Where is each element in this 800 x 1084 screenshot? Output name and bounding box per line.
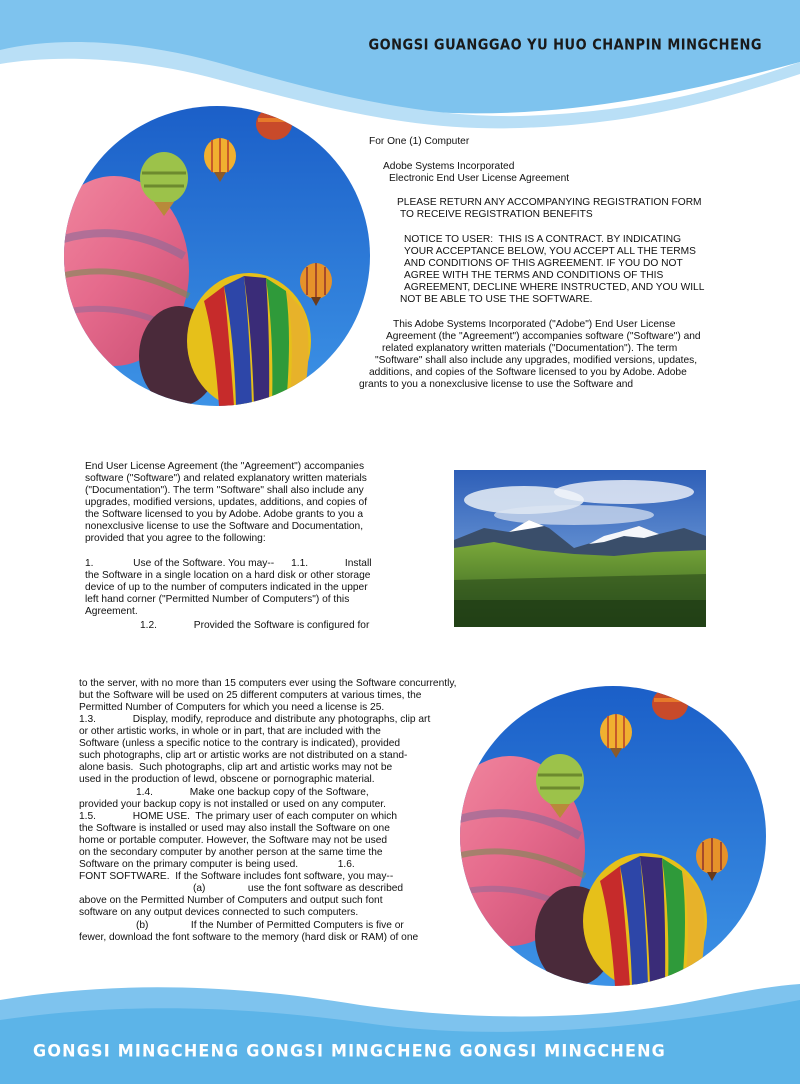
section3-line-15: Software on the primary computer is being used. 1.6. bbox=[79, 859, 355, 870]
section2-line-7: 1. Use of the Software. You may-- 1.1. Install bbox=[85, 558, 372, 569]
section3-line-2: Permitted Number of Computers for which you need a license is 25. bbox=[79, 702, 385, 713]
section3-line-10: provided your backup copy is not installed or used on any computer. bbox=[79, 799, 386, 810]
section1-line-3: PLEASE RETURN ANY ACCOMPANYING REGISTRATION FORM bbox=[397, 197, 702, 208]
section1-line-14: "Software" shall also include any upgrades, modified versions, updates, bbox=[375, 355, 698, 366]
section1-line-15: additions, and copies of the Software licensed to you by Adobe. Adobe bbox=[369, 367, 687, 378]
section2-line-11: Agreement. bbox=[85, 606, 138, 617]
section3-line-18: above on the Permitted Number of Computers and output such font bbox=[79, 895, 383, 906]
section1-line-4: TO RECEIVE REGISTRATION BENEFITS bbox=[400, 209, 593, 220]
section3-line-16: FONT SOFTWARE. If the Software includes font software, you may-- bbox=[79, 871, 394, 882]
mountain-landscape-photo bbox=[454, 470, 706, 627]
section3-line-19: software on any output devices connected to such computers. bbox=[79, 907, 359, 918]
section3-line-5: Software (unless a specific notice to the contrary is indicated), provided bbox=[79, 738, 401, 749]
section1-line-9: AGREEMENT, DECLINE WHERE INSTRUCTED, AND YOU WILL bbox=[404, 282, 705, 293]
section2-line-5: nonexclusive license to use the Software and Documentation, bbox=[85, 521, 364, 532]
section2-line-6: provided that you agree to the following: bbox=[85, 533, 266, 544]
section3-line-14: on the secondary computer by another person at the same time the bbox=[79, 847, 383, 858]
section2-line-4: the Software licensed to you by Adobe. Adobe grants to you a bbox=[85, 509, 364, 520]
section3-line-0: to the server, with no more than 15 computers ever using the Software concurrently, bbox=[79, 678, 457, 689]
header-title: GONGSI GUANGGAO YU HUO CHANPIN MINGCHENG bbox=[368, 36, 762, 55]
section3-line-12: the Software is installed or used may also install the Software on one bbox=[79, 823, 390, 834]
section3-line-8: used in the production of lewd, obscene or pornographic material. bbox=[79, 774, 375, 785]
section1-line-10: NOT BE ABLE TO USE THE SOFTWARE. bbox=[400, 294, 593, 305]
section2-line-0: End User License Agreement (the "Agreement") accompanies bbox=[85, 461, 365, 472]
section1-line-13: related explanatory written materials ("Documentation"). The term bbox=[382, 343, 678, 354]
section1-line-8: AGREE WITH THE TERMS AND CONDITIONS OF THIS bbox=[404, 270, 664, 281]
section1-line-5: NOTICE TO USER: THIS IS A CONTRACT. BY INDICATING bbox=[404, 234, 681, 245]
top-balloon-photo bbox=[64, 106, 370, 406]
section3-line-6: such photographs, clip art or artistic works are not distributed on a stand- bbox=[79, 750, 408, 761]
section1-line-16: grants to you a nonexclusive license to use the Software and bbox=[359, 379, 634, 390]
section1-line-11: This Adobe Systems Incorporated ("Adobe") End User License bbox=[393, 319, 676, 330]
section2-line-9: device of up to the number of computers indicated in the upper bbox=[85, 582, 368, 593]
section1-line-12: Agreement (the "Agreement") accompanies software ("Software") and bbox=[386, 331, 701, 342]
section3-line-11: 1.5. HOME USE. The primary user of each computer on which bbox=[79, 811, 398, 822]
section3-line-1: but the Software will be used on 25 different computers at various times, the bbox=[79, 690, 422, 701]
section1-line-7: AND CONDITIONS OF THIS AGREEMENT. IF YOU DO NOT bbox=[404, 258, 683, 269]
section2-line-10: left hand corner ("Permitted Number of Computers") of this bbox=[85, 594, 350, 605]
section1-line-1: Adobe Systems Incorporated bbox=[383, 161, 515, 172]
section3-line-3: 1.3. Display, modify, reproduce and distribute any photographs, clip art bbox=[79, 714, 431, 725]
section3-line-9: 1.4. Make one backup copy of the Software, bbox=[136, 787, 369, 798]
section3-line-21: fewer, download the font software to the memory (hard disk or RAM) of one bbox=[79, 932, 419, 943]
section1-line-0: For One (1) Computer bbox=[369, 136, 470, 147]
footer-title: GONGSI MINGCHENG GONGSI MINGCHENG GONGSI MINGCHENG bbox=[33, 1040, 667, 1061]
section1-line-6: YOUR ACCEPTANCE BELOW, YOU ACCEPT ALL THE TERMS bbox=[404, 246, 696, 257]
section1-line-2: Electronic End User License Agreement bbox=[389, 173, 570, 184]
section3-line-13: home or portable computer. However, the Software may not be used bbox=[79, 835, 388, 846]
section2-line-12: 1.2. Provided the Software is configured for bbox=[140, 620, 370, 631]
section3-line-20: (b) If the Number of Permitted Computers is five or bbox=[136, 920, 404, 931]
section3-line-17: (a) use the font software as described bbox=[193, 883, 404, 894]
section2-line-2: ("Documentation"). The term "Software" shall also include any bbox=[85, 485, 364, 496]
section3-line-4: or other artistic works, in whole or in part, that are included with the bbox=[79, 726, 381, 737]
section2-line-1: software ("Software") and related explanatory written materials bbox=[85, 473, 367, 484]
bottom-balloon-photo bbox=[460, 686, 766, 986]
section3-line-7: alone basis. Such photographs, clip art and artistic works may not be bbox=[79, 762, 393, 773]
section2-line-3: upgrades, modified versions, updates, additions, and copies of bbox=[85, 497, 368, 508]
section2-line-8: the Software in a single location on a hard disk or other storage bbox=[85, 570, 371, 581]
